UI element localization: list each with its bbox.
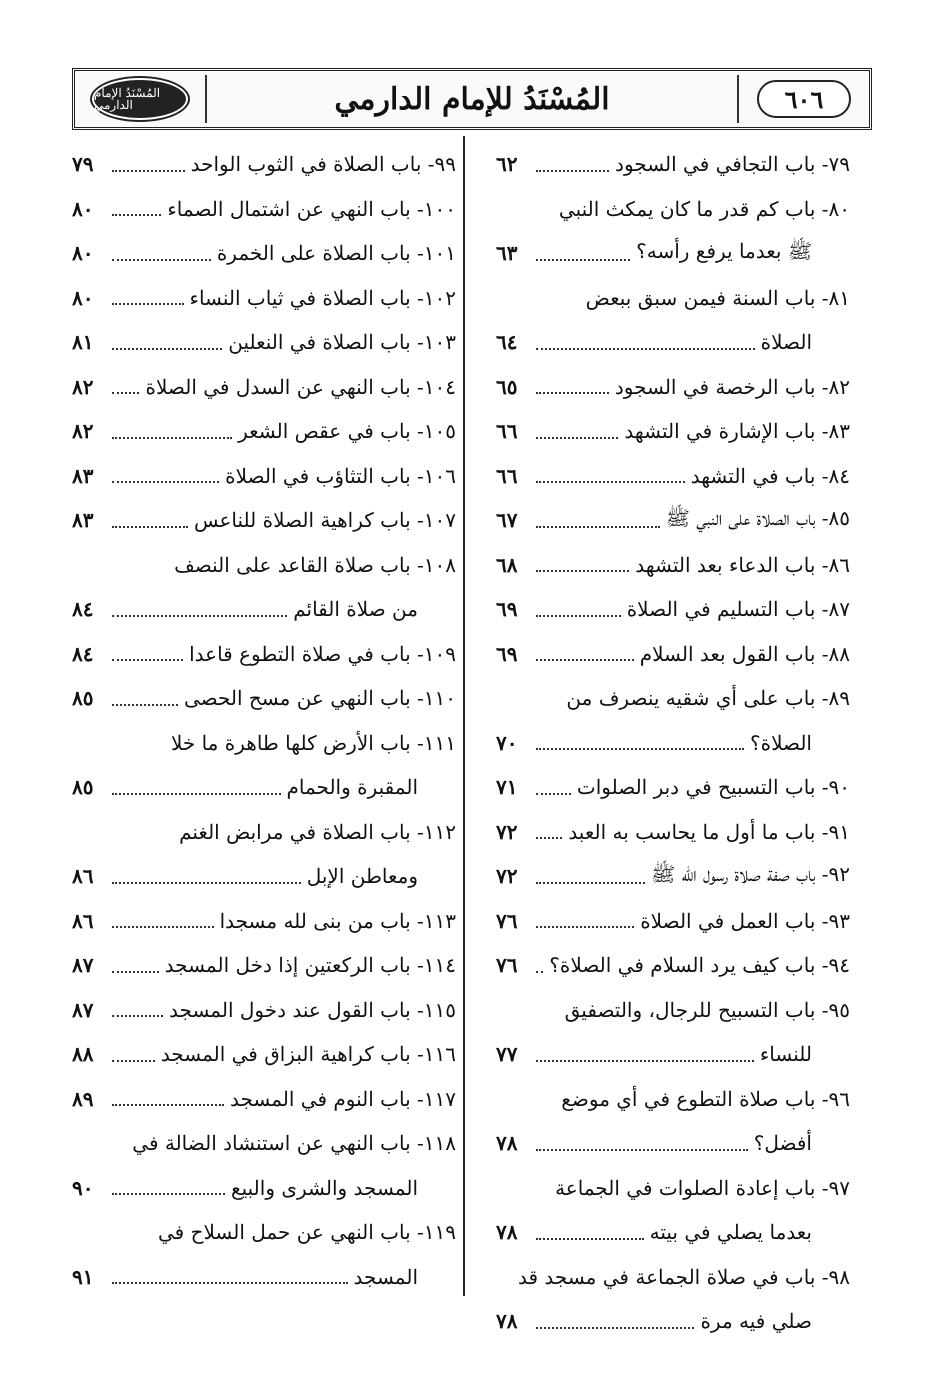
toc-entry bbox=[72, 187, 456, 232]
toc-entry bbox=[496, 632, 850, 677]
toc-line bbox=[72, 1121, 456, 1166]
toc-page-number: ٨٧ bbox=[72, 953, 94, 978]
toc-entry bbox=[72, 1121, 456, 1210]
toc-page-number: ٨٥ bbox=[72, 686, 94, 711]
toc-page-number: ٦٤ bbox=[496, 330, 518, 355]
toc-entry bbox=[496, 988, 850, 1077]
leader-dots bbox=[536, 925, 634, 928]
toc-line bbox=[72, 454, 456, 499]
toc-entry-title: ١٠١- باب الصلاة على الخمرة bbox=[216, 241, 456, 266]
toc-entry bbox=[72, 409, 456, 454]
toc-line bbox=[72, 142, 456, 187]
toc-entry-title: ٩٢- باب صفة صلاة رسول الله ﷺ bbox=[651, 861, 850, 886]
toc-line bbox=[72, 365, 456, 410]
toc-entry bbox=[496, 810, 850, 855]
toc-entry-title: بعدما يصلي في بيته bbox=[649, 1220, 812, 1245]
toc-entry-title: من صلاة القائم bbox=[293, 597, 418, 622]
toc-entry-title: ١١٥- باب القول عند دخول المسجد bbox=[169, 997, 456, 1022]
toc-line bbox=[72, 1210, 456, 1255]
toc-page-number: ٧٨ bbox=[496, 1131, 518, 1156]
toc-line bbox=[496, 320, 850, 365]
toc-line bbox=[496, 276, 850, 321]
leader-dots bbox=[112, 258, 211, 261]
page-header bbox=[72, 68, 872, 130]
toc-entry-title: ١٠٨- باب صلاة القاعد على النصف bbox=[174, 552, 456, 577]
toc-entry-title: ١٠٢- باب الصلاة في ثياب النساء bbox=[189, 285, 456, 310]
toc-entry bbox=[72, 1077, 456, 1122]
toc-column-left bbox=[72, 142, 456, 1299]
toc-entry bbox=[72, 320, 456, 365]
toc-entry-title: ٨٩- باب على أي شقيه ينصرف من bbox=[566, 686, 850, 711]
toc-line bbox=[72, 765, 456, 810]
leader-dots bbox=[536, 1059, 754, 1062]
toc-entry-title: ١٠٩- باب في صلاة التطوع قاعدا bbox=[189, 641, 456, 666]
toc-line bbox=[496, 943, 850, 988]
toc-entry-title: ١٠٣- باب الصلاة في النعلين bbox=[228, 330, 456, 355]
toc-page-number: ٨٠ bbox=[72, 285, 94, 310]
toc-entry-title: ٨٤- باب في التشهد bbox=[690, 463, 850, 488]
leader-dots bbox=[536, 569, 629, 572]
toc-page-number: ٦٣ bbox=[496, 241, 518, 266]
toc-entry bbox=[72, 676, 456, 721]
toc-entry-title: ١١١- باب الأرض كلها طاهرة ما خلا bbox=[170, 730, 456, 755]
toc-entry bbox=[496, 899, 850, 944]
toc-line bbox=[72, 943, 456, 988]
toc-page-number: ٦٦ bbox=[496, 463, 518, 488]
toc-page-number: ٧٦ bbox=[496, 908, 518, 933]
leader-dots bbox=[112, 881, 301, 884]
toc-page-number: ٨٢ bbox=[72, 374, 94, 399]
toc-line bbox=[496, 365, 850, 410]
leader-dots bbox=[112, 925, 214, 928]
toc-entry-title: ٨٠- باب كم قدر ما كان يمكث النبي bbox=[558, 196, 850, 221]
toc-entry-title: ٨٧- باب التسليم في الصلاة bbox=[626, 597, 850, 622]
leader-dots bbox=[112, 1281, 348, 1284]
leader-dots bbox=[112, 614, 287, 617]
toc-entry-title: ٨٥- باب الصلاة على النبي ﷺ bbox=[665, 505, 850, 530]
toc-entry bbox=[72, 810, 456, 899]
toc-entry-title: ١١٦- باب كراهية البزاق في المسجد bbox=[160, 1042, 456, 1067]
toc-page-number: ٦٢ bbox=[496, 152, 518, 177]
toc-entry bbox=[496, 498, 850, 543]
leader-dots bbox=[536, 347, 755, 350]
toc-page-number: ٦٩ bbox=[496, 641, 518, 666]
toc-entry-title: الصلاة؟ bbox=[749, 730, 812, 755]
toc-entry bbox=[72, 1210, 456, 1299]
toc-entry-title: ١١٩- باب النهي عن حمل السلاح في bbox=[158, 1220, 456, 1245]
toc-entry bbox=[496, 365, 850, 410]
toc-page-number: ٧٩ bbox=[72, 152, 94, 177]
toc-line bbox=[496, 543, 850, 588]
toc-line bbox=[72, 409, 456, 454]
toc-entry-title: للنساء bbox=[759, 1042, 812, 1067]
toc-entry-title: ١٠٦- باب التثاؤب في الصلاة bbox=[225, 463, 456, 488]
leader-dots bbox=[536, 1326, 694, 1329]
toc-entry bbox=[72, 543, 456, 632]
toc-line bbox=[496, 1166, 850, 1211]
leader-dots bbox=[112, 347, 222, 350]
leader-dots bbox=[536, 391, 609, 394]
toc-entry-title: صلي فيه مرة bbox=[700, 1309, 812, 1334]
toc-line bbox=[496, 587, 850, 632]
leader-dots bbox=[536, 836, 562, 839]
leader-dots bbox=[536, 614, 621, 617]
toc-entry-title: ١٠٤- باب النهي عن السدل في الصلاة bbox=[145, 374, 456, 399]
toc-entry-title: ٩٦- باب صلاة التطوع في أي موضع bbox=[561, 1086, 850, 1111]
toc-line bbox=[72, 187, 456, 232]
toc-entry bbox=[496, 1255, 850, 1344]
toc-page-number: ٧٨ bbox=[496, 1309, 518, 1334]
toc-entry bbox=[496, 1077, 850, 1166]
toc-entry bbox=[72, 365, 456, 410]
toc-entry bbox=[72, 943, 456, 988]
toc-line bbox=[496, 231, 850, 276]
toc-line bbox=[496, 765, 850, 810]
toc-line bbox=[496, 810, 850, 855]
toc-page-number: ٧٠ bbox=[496, 730, 518, 755]
toc-line bbox=[72, 231, 456, 276]
toc-entry bbox=[496, 409, 850, 454]
toc-entry bbox=[496, 676, 850, 765]
toc-line bbox=[496, 988, 850, 1033]
leader-dots bbox=[112, 1059, 155, 1062]
toc-entry-title: ٨٨- باب القول بعد السلام bbox=[639, 641, 850, 666]
leader-dots bbox=[536, 436, 618, 439]
page-number-box bbox=[745, 77, 863, 121]
toc-page-number: ٦٧ bbox=[496, 508, 518, 533]
toc-line bbox=[496, 1299, 850, 1344]
toc-entry-title: ١١٨- باب النهي عن استنشاد الضالة في bbox=[132, 1131, 456, 1156]
toc-line bbox=[496, 409, 850, 454]
toc-page-number: ٦٨ bbox=[496, 552, 518, 577]
toc-entry-title: ١١٣- باب من بنى لله مسجدا bbox=[219, 908, 456, 933]
toc-line bbox=[72, 988, 456, 1033]
toc-entry-title: ٨٢- باب الرخصة في السجود bbox=[614, 374, 850, 399]
toc-line bbox=[72, 676, 456, 721]
leader-dots bbox=[112, 970, 159, 973]
toc-page-number: ٧٨ bbox=[496, 1220, 518, 1245]
toc-page-number: ٨٩ bbox=[72, 1086, 94, 1111]
toc-entry-title: ٩٨- باب في صلاة الجماعة في مسجد قد bbox=[518, 1264, 850, 1289]
toc-entry bbox=[496, 854, 850, 899]
leader-dots bbox=[112, 302, 184, 305]
toc-line bbox=[72, 543, 456, 588]
toc-line bbox=[496, 676, 850, 721]
toc-page-number: ٩٠ bbox=[72, 1175, 94, 1200]
toc-line bbox=[496, 632, 850, 677]
toc-entry-title: ومعاطن الإبل bbox=[306, 864, 418, 889]
toc-entry bbox=[72, 231, 456, 276]
leader-dots bbox=[536, 525, 660, 528]
toc-entry bbox=[72, 276, 456, 321]
toc-entry-title: ٩٠- باب التسبيح في دبر الصلوات bbox=[576, 775, 850, 800]
toc-line bbox=[72, 498, 456, 543]
leader-dots bbox=[536, 881, 645, 884]
toc-line bbox=[496, 1121, 850, 1166]
toc-line bbox=[496, 142, 850, 187]
toc-entry bbox=[496, 276, 850, 365]
toc-line bbox=[72, 721, 456, 766]
toc-page-number: ٨٢ bbox=[72, 419, 94, 444]
toc-page-number: ٨٠ bbox=[72, 241, 94, 266]
toc-entry-title: ٩٥- باب التسبيح للرجال، والتصفيق bbox=[564, 997, 850, 1022]
leader-dots bbox=[536, 658, 634, 661]
toc-line bbox=[496, 1255, 850, 1300]
toc-line bbox=[72, 854, 456, 899]
medallion-text: المُسْنَدُ الإمام الدارمي bbox=[92, 78, 188, 120]
toc-page-number: ٧٢ bbox=[496, 819, 518, 844]
toc-entry-title: المقبرة والحمام bbox=[286, 775, 418, 800]
toc-page-number: ٧٧ bbox=[496, 1042, 518, 1067]
book-medallion bbox=[81, 77, 199, 121]
toc-entry-title: الصلاة bbox=[760, 330, 812, 355]
toc-entry-title: ٩٩- باب الصلاة في الثوب الواحد bbox=[190, 152, 456, 177]
toc-entry bbox=[72, 1032, 456, 1077]
toc-entry bbox=[72, 142, 456, 187]
leader-dots bbox=[112, 1192, 225, 1195]
toc-line bbox=[496, 1210, 850, 1255]
leader-dots bbox=[536, 792, 571, 795]
toc-entry-title: ١٠٥- باب في عقص الشعر bbox=[238, 419, 456, 444]
toc-page-number: ٨٣ bbox=[72, 463, 94, 488]
toc-line bbox=[496, 454, 850, 499]
leader-dots bbox=[112, 792, 281, 795]
toc-page-number: ٨٥ bbox=[72, 775, 94, 800]
toc-line bbox=[496, 899, 850, 944]
toc-line bbox=[496, 1077, 850, 1122]
leader-dots bbox=[112, 391, 139, 394]
toc-entry-title: ٧٩- باب التجافي في السجود bbox=[615, 152, 850, 177]
toc-line bbox=[496, 1032, 850, 1077]
toc-line bbox=[72, 1255, 456, 1300]
toc-entry bbox=[496, 1166, 850, 1255]
toc-entry bbox=[72, 454, 456, 499]
leader-dots bbox=[112, 1103, 224, 1106]
toc-line bbox=[72, 276, 456, 321]
toc-entry-title: ٩٤- باب كيف يرد السلام في الصلاة؟ bbox=[549, 953, 850, 978]
toc-entry-title: ١١٧- باب النوم في المسجد bbox=[229, 1086, 456, 1111]
column-divider bbox=[463, 136, 465, 1296]
leader-dots bbox=[112, 1014, 163, 1017]
toc-entry bbox=[72, 498, 456, 543]
toc-entry-title: ٩٣- باب العمل في الصلاة bbox=[640, 908, 850, 933]
page-number: ٦٠٦ bbox=[757, 80, 851, 118]
leader-dots bbox=[536, 169, 609, 172]
toc-line bbox=[496, 498, 850, 543]
toc-entry-title: ١١٤- باب الركعتين إذا دخل المسجد bbox=[164, 953, 456, 978]
toc-line bbox=[72, 1166, 456, 1211]
toc-line bbox=[72, 899, 456, 944]
leader-dots bbox=[112, 480, 219, 483]
toc-entry-title: المسجد والشرى والبيع bbox=[230, 1175, 418, 1200]
toc-page-number: ٨٧ bbox=[72, 997, 94, 1022]
toc-page-number: ٧٢ bbox=[496, 864, 518, 889]
toc-entry bbox=[72, 899, 456, 944]
toc-entry bbox=[72, 988, 456, 1033]
toc-line bbox=[72, 810, 456, 855]
leader-dots bbox=[112, 658, 183, 661]
toc-line bbox=[496, 854, 850, 899]
toc-page-number: ٨٦ bbox=[72, 908, 94, 933]
toc-entry bbox=[496, 187, 850, 276]
toc-line bbox=[72, 632, 456, 677]
leader-dots bbox=[536, 970, 543, 973]
toc-entry-title: ٨١- باب السنة فيمن سبق ببعض bbox=[585, 285, 850, 310]
toc-entry bbox=[496, 543, 850, 588]
toc-page-number: ٨١ bbox=[72, 330, 94, 355]
toc-entry bbox=[72, 721, 456, 810]
leader-dots bbox=[112, 525, 188, 528]
toc-page-number: ٦٩ bbox=[496, 597, 518, 622]
toc-entry bbox=[496, 765, 850, 810]
toc-line bbox=[72, 1032, 456, 1077]
toc-entry bbox=[496, 943, 850, 988]
toc-page-number: ٨٦ bbox=[72, 864, 94, 889]
toc-page-number: ٧٦ bbox=[496, 953, 518, 978]
toc-entry-title: ٩١- باب ما أول ما يحاسب به العبد bbox=[568, 819, 850, 844]
leader-dots bbox=[112, 169, 185, 172]
toc-page-number: ٩١ bbox=[72, 1264, 94, 1289]
toc-page-number: ٨٣ bbox=[72, 508, 94, 533]
toc-page-number: ٨٤ bbox=[72, 641, 94, 666]
toc-page-number: ٦٥ bbox=[496, 374, 518, 399]
toc-entry-title: ٨٣- باب الإشارة في التشهد bbox=[624, 419, 850, 444]
leader-dots bbox=[112, 703, 178, 706]
toc-page-number: ٨٤ bbox=[72, 597, 94, 622]
toc-entry bbox=[72, 632, 456, 677]
toc-column-right bbox=[496, 142, 850, 1344]
toc-entry bbox=[496, 454, 850, 499]
leader-dots bbox=[536, 1148, 748, 1151]
toc-page-number: ٨٠ bbox=[72, 196, 94, 221]
leader-dots bbox=[536, 480, 685, 483]
toc-page-number: ٦٦ bbox=[496, 419, 518, 444]
toc-entry-title: ٨٦- باب الدعاء بعد التشهد bbox=[635, 552, 850, 577]
toc-line bbox=[72, 587, 456, 632]
toc-entry-title: ١٠٧- باب كراهية الصلاة للناعس bbox=[193, 508, 456, 533]
leader-dots bbox=[536, 1237, 644, 1240]
toc-page-number: ٧١ bbox=[496, 775, 518, 800]
toc-line bbox=[72, 1077, 456, 1122]
page-title: المُسْنَدُ للإمام الدارمي bbox=[205, 75, 739, 123]
toc-entry-title: أفضل؟ bbox=[753, 1131, 812, 1156]
toc-entry-title: ١١٢- باب الصلاة في مرابض الغنم bbox=[179, 819, 456, 844]
toc-entry bbox=[496, 587, 850, 632]
toc-line bbox=[496, 187, 850, 232]
toc-entry-title: ﷺ بعدما يرفع رأسه؟ bbox=[636, 238, 812, 263]
toc-entry-title: ٩٧- باب إعادة الصلوات في الجماعة bbox=[555, 1175, 850, 1200]
leader-dots bbox=[112, 213, 161, 216]
toc-entry-title: المسجد bbox=[353, 1264, 418, 1289]
toc-entry-title: ١١٠- باب النهي عن مسح الحصى bbox=[183, 686, 456, 711]
toc-line bbox=[496, 721, 850, 766]
leader-dots bbox=[112, 436, 232, 439]
toc-entry bbox=[496, 142, 850, 187]
leader-dots bbox=[536, 747, 744, 750]
toc-page-number: ٨٨ bbox=[72, 1042, 94, 1067]
toc-line bbox=[72, 320, 456, 365]
leader-dots bbox=[536, 258, 630, 261]
toc-entry-title: ١٠٠- باب النهي عن اشتمال الصماء bbox=[167, 196, 456, 221]
